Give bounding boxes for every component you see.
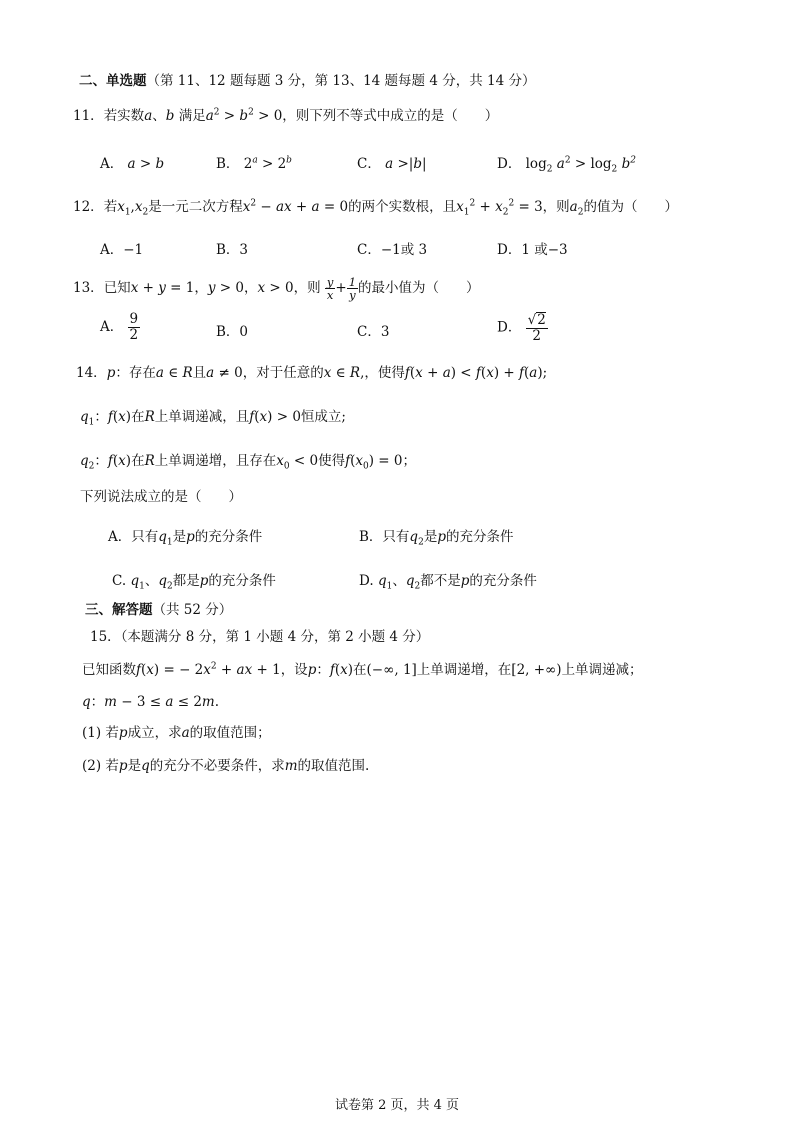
question-11-stem: 11．若实数a、b 满足$a^2 > b^2 > 0$，则下列不等式中成立的是（ ） xyxy=(73,107,499,124)
section-note: （第 11、12 题每题 3 分，第 13、14 题每题 4 分，共 14 分） xyxy=(146,73,536,89)
question-14-option-c: C. $q_1$、$q_2$都是p的充分条件 xyxy=(112,573,276,592)
question-12-stem: 12．若$x_1,x_2$是一元二次方程$x^2$ − ax + a = 0的两个实数根，且$x_1^2 + x_2^2 = 3$，则$a_2$的值为（ ） xyxy=(73,198,678,218)
question-14-option-a: A．只有$q_1$是p的充分条件 xyxy=(108,529,263,548)
page-footer: 试卷第 2 页，共 4 页 xyxy=(334,1098,460,1113)
section-title: 二、单选题 xyxy=(79,73,147,89)
question-13-option-c: C．3 xyxy=(357,324,390,340)
question-12-option-d: D．1 或−3 xyxy=(497,242,568,258)
question-14-q2-statement: $q_2$：f(x)在R上单调递增，且存在$x_0 < 0$使得$f(x_0) = 0$； xyxy=(80,453,416,472)
question-14-p-statement: 14．p：存在a ∈ R且a ≠ 0，对于任意的x ∈ R,，使得f(x + a) < f(x) + f(a); xyxy=(76,365,548,381)
question-13-option-b: B．0 xyxy=(216,324,249,340)
question-12-option-a: A．−1 xyxy=(100,242,144,258)
question-12-option-c: C．−1或 3 xyxy=(357,242,428,258)
question-15-subquestion-1: (1) 若p成立，求a的取值范围； xyxy=(82,725,271,741)
question-14-ask: 下列说法成立的是（ ） xyxy=(80,489,242,505)
question-15-subquestion-2: (2) 若p是q的充分不必要条件，求m的取值范围. xyxy=(82,758,370,774)
question-14-option-b: B．只有$q_2$是p的充分条件 xyxy=(359,529,514,548)
section-heading-answer: 三、解答题（共 52 分） xyxy=(85,602,233,618)
question-15-condition-q: q：m − 3 ≤ a ≤ 2m. xyxy=(82,694,220,710)
section-heading-single-choice xyxy=(79,72,535,90)
question-13-stem: 13．已知x + y = 1，y > 0，x > 0，则 $\frac{y}{x}$ + $\frac{1}{y}$ 的最小值为（ ） xyxy=(73,275,480,302)
question-13-option-d: D． $\frac{√2}{2}$ xyxy=(497,312,546,344)
question-15-score: 15．（本题满分 8 分，第 1 小题 4 分，第 2 小题 4 分） xyxy=(90,629,430,645)
question-11-option-a: A． a > b xyxy=(100,156,165,172)
question-15-condition-p: 已知函数f(x) = − $2x^2$ + ax + 1，设p：f(x)在(−∞, 1]上单调递增，在[2, +∞)上单调递减； xyxy=(82,661,643,678)
question-12-option-b: B．3 xyxy=(216,242,249,258)
question-11-option-c: C． a >|b| xyxy=(357,156,427,172)
question-14-q1-statement: $q_1$：f(x)在R上单调递减，且f(x) > 0恒成立; xyxy=(80,409,346,428)
question-11-option-b: B． $2^a > 2^b$ xyxy=(216,155,292,172)
question-14-option-d: D. $q_1$、$q_2$都不是p的充分条件 xyxy=(359,573,537,592)
question-11-option-d: D． $\log_2 a^2 > \log_2 b^2$ xyxy=(497,155,636,175)
question-13-option-a: A． $\frac{9}{2}$ xyxy=(100,311,139,343)
